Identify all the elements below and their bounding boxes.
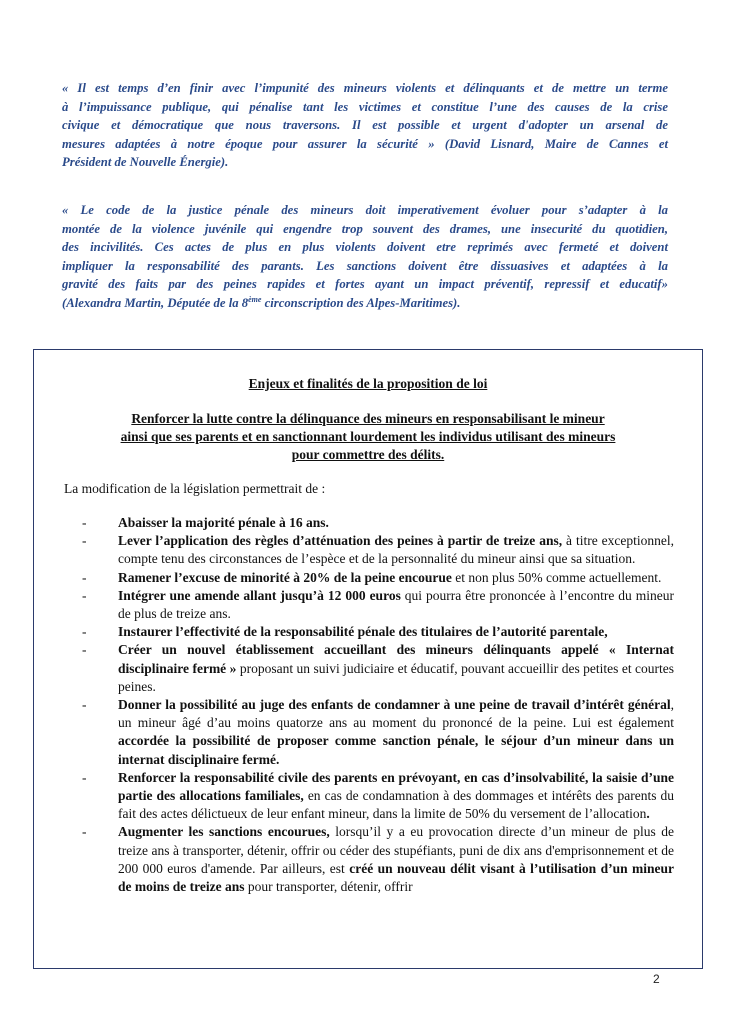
attribution-text-end: circonscription des Alpes-Maritimes). bbox=[261, 295, 461, 310]
quote-line: « Il est temps d’en finir avec l’impunité des mineurs violents et délinquants et de mettre un terme bbox=[62, 81, 668, 95]
emphasis-text: Lever l’application des règles d’atténuation des peines à partir de treize ans, bbox=[118, 533, 563, 549]
ordinal-superscript: ème bbox=[248, 294, 262, 304]
subtitle-line: pour commettre des délits. bbox=[291, 447, 445, 462]
list-item bbox=[82, 514, 674, 532]
list-item bbox=[82, 569, 674, 587]
body-text: pour transporter, détenir, offrir bbox=[244, 879, 413, 895]
body-text: et non plus 50% comme actuellement. bbox=[451, 569, 662, 585]
quote-line: Président de Nouvelle Énergie). bbox=[62, 155, 229, 170]
bullet-dash: - bbox=[82, 769, 87, 785]
emphasis-text: . bbox=[646, 806, 650, 822]
bullet-dash: - bbox=[82, 697, 87, 713]
list-item-text bbox=[118, 769, 674, 824]
body-text: proposant un suivi judiciaire et éducatif, pouvant accueillir des petites et courtes peines. bbox=[118, 660, 675, 694]
body-text: lorsqu’il y a eu provocation directe d’un mineur de plus de treize ans à transporter, détenir, offrir ou céder des stupéfiants, puni de dix ans d'emprisonnement et de 200 000 euros d'amende. Par ailleurs, est bbox=[118, 824, 674, 876]
bullet-dash: - bbox=[82, 569, 87, 585]
body-text: qui pourra être prononcée à l’encontre du mineur de plus de treize ans. bbox=[118, 587, 674, 622]
list-item-text bbox=[118, 623, 674, 641]
bullet-dash: - bbox=[82, 587, 87, 603]
emphasis-text: Renforcer la responsabilité civile des parents en prévoyant, en cas d’insolvabilité, la saisie d’une partie des allocations familiales, bbox=[118, 769, 674, 804]
subtitle-line: ainsi que ses parents et en sanctionnant lourdement les individus utilisant des mineurs bbox=[120, 429, 616, 444]
emphasis-text: accordée la possibilité de proposer comme sanction pénale, le séjour d’un mineur dans un internat disciplinaire fermé. bbox=[118, 733, 674, 767]
list-item-text bbox=[118, 569, 674, 587]
quote-line: à l’impuissance publique, qui pénalise tant les victimes et constitue l’une des causes de la crise bbox=[62, 99, 668, 114]
emphasis-text: Donner la possibilité au juge des enfants de condamner à une peine de travail d’intérêt général bbox=[118, 697, 671, 713]
list-item-text bbox=[118, 696, 674, 769]
body-text: en cas de condamnation à des dommages et intérêts des parents du fait des actes délictueux de leur enfant mineur, dans la limite de 50% du versement de l’allocation bbox=[118, 788, 674, 822]
intro-text: La modification de la législation permettrait de : bbox=[64, 481, 326, 496]
bullet-dash: - bbox=[82, 824, 87, 840]
quote-line: « Le code de la justice pénale des mineurs doit imperativement évoluer pour s’adapter à la bbox=[62, 203, 668, 217]
list-item-text bbox=[118, 641, 674, 696]
emphasis-text: Créer un nouvel établissement accueillant des mineurs délinquants appelé « Internat disciplinaire fermé » bbox=[118, 642, 674, 676]
list-item bbox=[82, 623, 674, 641]
list-item bbox=[82, 696, 674, 769]
list-item-text bbox=[118, 823, 674, 896]
list-item bbox=[82, 532, 674, 568]
box-title: Enjeux et finalités de la proposition de loi bbox=[248, 376, 488, 391]
bullet-dash: - bbox=[82, 515, 87, 530]
quote-line: mesures adaptées à notre époque pour assurer la sécurité » (David Lisnard, Maire de Cannes et bbox=[62, 136, 668, 151]
measures-list bbox=[82, 514, 674, 896]
emphasis-text: Augmenter les sanctions encourues, bbox=[118, 824, 330, 840]
quote-lisnard bbox=[62, 79, 668, 172]
body-text: à titre exceptionnel, compte tenu des circonstances de l’espèce et de la personnalité du mineur ainsi que sa situation. bbox=[118, 533, 675, 567]
emphasis-text: Instaurer l’effectivité de la responsabilité pénale des titulaires de l’autorité parentale, bbox=[118, 624, 608, 640]
body-text: , un mineur âgé d’au moins quatorze ans au moment du prononcé de la peine. Lui est également bbox=[118, 697, 674, 731]
list-item bbox=[82, 769, 674, 824]
attribution-text: (Alexandra Martin, Députée de la 8 bbox=[62, 295, 249, 310]
emphasis-text: Ramener l’excuse de minorité à 20% de la peine encourue bbox=[118, 569, 452, 585]
list-item bbox=[82, 641, 674, 696]
page-number: 2 bbox=[653, 972, 660, 986]
quote-line: montée de la violence juvénile qui engendre trop souvent des drames, une insecurité du quotidien, bbox=[62, 221, 668, 236]
list-item bbox=[82, 823, 674, 896]
list-item-text bbox=[118, 587, 674, 623]
subtitle-line: Renforcer la lutte contre la délinquance des mineurs en responsabilisant le mineur bbox=[131, 411, 605, 426]
emphasis-text: créé un nouveau délit visant à l’utilisation d’un mineur de moins de treize ans bbox=[118, 860, 674, 895]
bullet-dash: - bbox=[82, 642, 87, 658]
bullet-dash: - bbox=[82, 533, 87, 549]
list-item-text bbox=[118, 514, 674, 532]
box-subtitle bbox=[34, 410, 702, 464]
list-item bbox=[82, 587, 674, 623]
summary-box bbox=[33, 349, 703, 969]
quote-line: des incivilités. Ces actes de plus en plus violents doivent etre reprimés avec fermeté et doivent bbox=[62, 240, 668, 255]
emphasis-text: Abaisser la majorité pénale à 16 ans. bbox=[118, 515, 329, 530]
quote-line: impliquer la responsabilité des parants. Les sanctions doivent être dissuasives et adaptées à la bbox=[62, 258, 668, 273]
quote-martin bbox=[62, 201, 668, 313]
quote-attribution bbox=[62, 294, 668, 313]
list-item-text bbox=[118, 532, 674, 568]
quote-line: civique et démocratique que nous traversons. Il est possible et urgent d'adopter un arsenal de bbox=[62, 118, 668, 133]
quote-line: gravité des faits par des peines rapides et fortes ayant un impact préventif, repressif et educatif» bbox=[62, 277, 668, 292]
emphasis-text: Intégrer une amende allant jusqu’à 12 000 euros bbox=[118, 587, 401, 603]
bullet-dash: - bbox=[82, 624, 87, 640]
